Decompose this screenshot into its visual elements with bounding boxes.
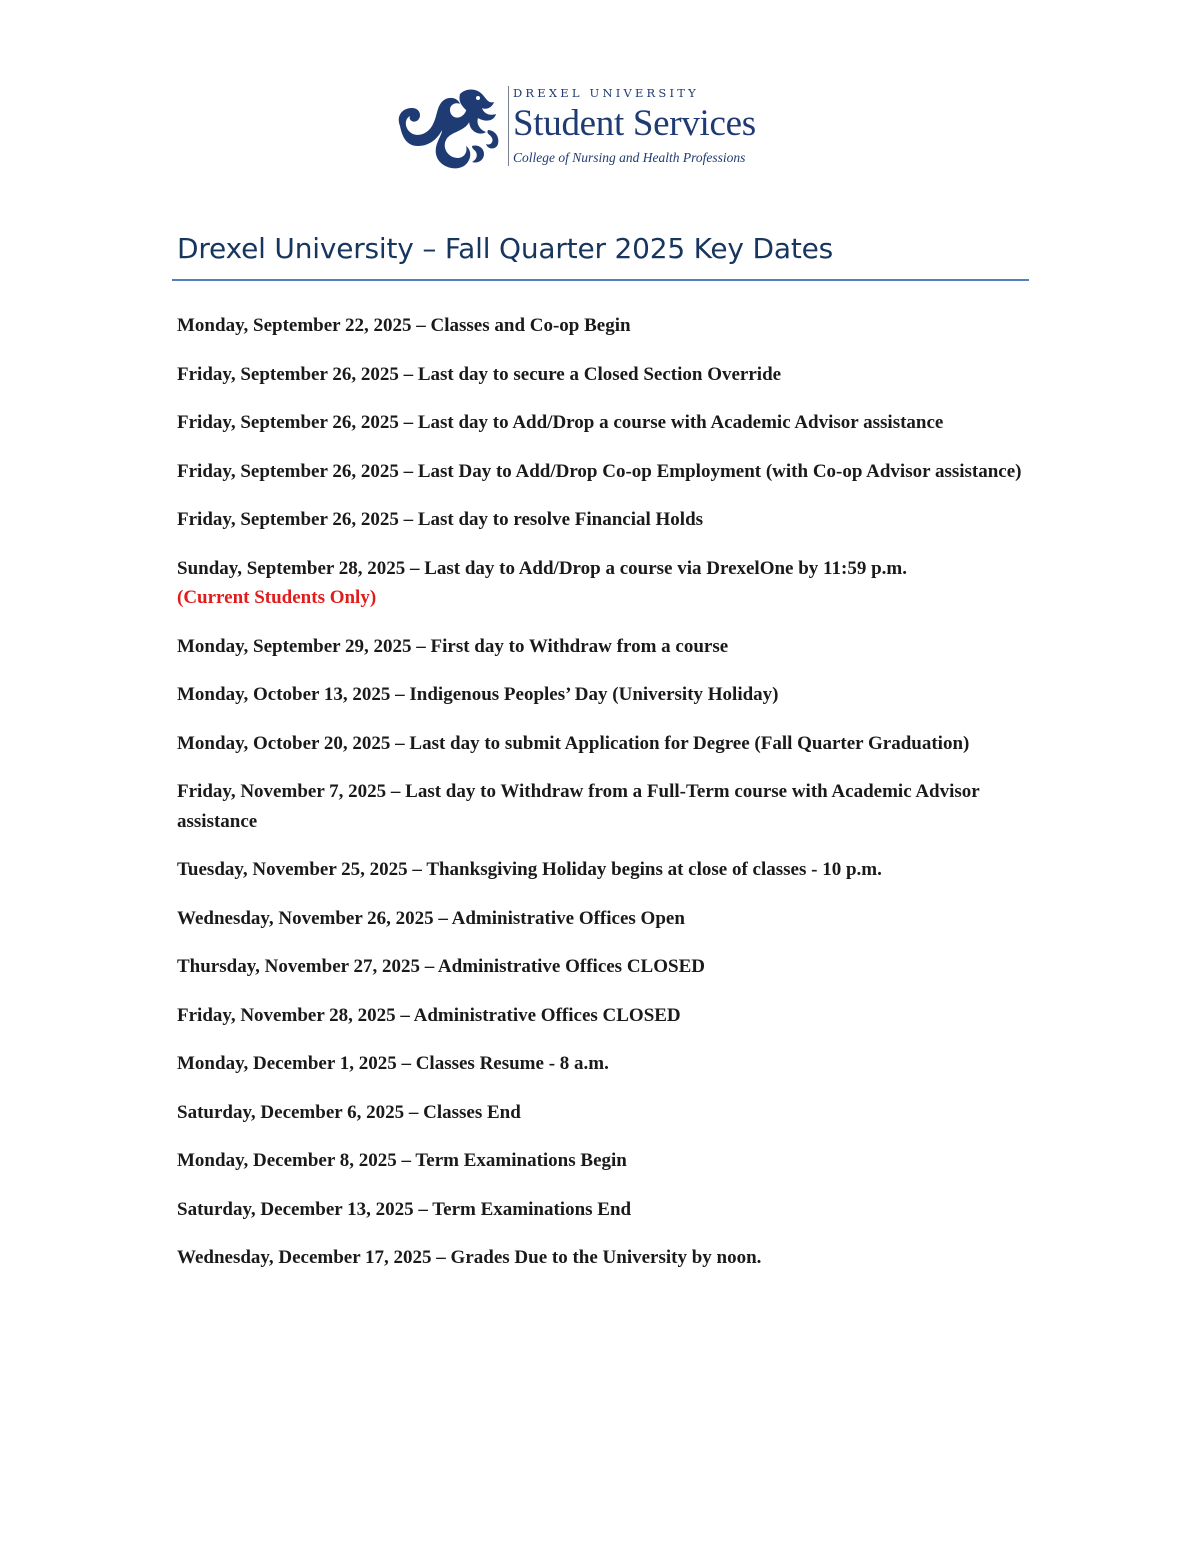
- key-date-text: Monday, October 13, 2025 – Indigenous Peoples’ Day (University Holiday): [177, 684, 779, 705]
- key-date-entry: [177, 777, 1027, 836]
- key-date-text: Sunday, September 28, 2025 – Last day to Add/Drop a course via DrexelOne by 11:59 p.m.: [177, 557, 907, 579]
- key-date-text: Friday, November 28, 2025 – Administrative Offices CLOSED: [177, 1004, 681, 1026]
- logo-text: [513, 86, 813, 170]
- key-date-entry: [177, 505, 1027, 535]
- key-date-entry: [177, 1195, 1027, 1225]
- key-dates-list: [177, 311, 1027, 1292]
- logo-department: Student Services: [513, 103, 756, 144]
- key-date-text: Wednesday, December 17, 2025 – Grades Due to the University by noon.: [177, 1247, 762, 1268]
- key-date-text: Monday, December 8, 2025 – Term Examinations Begin: [177, 1150, 627, 1171]
- key-date-text: Wednesday, November 26, 2025 – Administrative Offices Open: [177, 907, 685, 929]
- logo-university: DREXEL UNIVERSITY: [513, 86, 699, 100]
- key-date-text: Friday, November 7, 2025 – Last day to Withdraw from a Full-Term course with Academic Advisor assistance: [177, 781, 980, 832]
- key-date-entry: [177, 457, 1027, 487]
- key-date-text: Friday, September 26, 2025 – Last day to secure a Closed Section Override: [177, 363, 782, 385]
- key-date-text: Monday, September 22, 2025 – Classes and Co-op Begin: [177, 315, 631, 336]
- title-underline: [172, 279, 1029, 281]
- dragon-icon: [392, 86, 504, 170]
- logo-college: College of Nursing and Health Professions: [513, 150, 746, 165]
- key-date-entry: [177, 1001, 1027, 1031]
- key-date-text: Friday, September 26, 2025 – Last Day to Add/Drop Co-op Employment (with Co-op Advisor assistance): [177, 460, 1022, 482]
- key-date-entry: [177, 1098, 1027, 1128]
- key-date-text: Friday, September 26, 2025 – Last day to resolve Financial Holds: [177, 509, 704, 530]
- key-date-entry: [177, 952, 1027, 982]
- key-date-entry: [177, 632, 1027, 662]
- key-date-text: Monday, October 20, 2025 – Last day to submit Application for Degree (Fall Quarter Graduation): [177, 732, 970, 754]
- logo-divider: [508, 86, 509, 166]
- key-date-note: (Current Students Only): [177, 587, 377, 608]
- key-date-text: Monday, December 1, 2025 – Classes Resume - 8 a.m.: [177, 1053, 609, 1074]
- key-date-text: Saturday, December 13, 2025 – Term Examinations End: [177, 1198, 632, 1220]
- key-date-entry: [177, 904, 1027, 934]
- key-date-text: Monday, September 29, 2025 – First day to Withdraw from a course: [177, 635, 729, 657]
- key-date-entry: [177, 1243, 1027, 1273]
- page-title: Drexel University – Fall Quarter 2025 Key Dates: [177, 232, 834, 265]
- key-date-entry: [177, 680, 1027, 710]
- key-date-text: Friday, September 26, 2025 – Last day to Add/Drop a course with Academic Advisor assistance: [177, 412, 944, 433]
- key-date-text: Tuesday, November 25, 2025 – Thanksgiving Holiday begins at close of classes - 10 p.m.: [177, 859, 882, 880]
- key-date-text: Saturday, December 6, 2025 – Classes End: [177, 1101, 521, 1123]
- key-date-entry: [177, 554, 1027, 613]
- key-date-entry: [177, 855, 1027, 885]
- key-date-text: Thursday, November 27, 2025 – Administrative Offices CLOSED: [177, 956, 705, 977]
- key-date-entry: [177, 360, 1027, 390]
- key-date-entry: [177, 311, 1027, 341]
- key-date-entry: [177, 1049, 1027, 1079]
- key-date-entry: [177, 1146, 1027, 1176]
- key-date-entry: [177, 408, 1027, 438]
- key-date-entry: [177, 729, 1027, 759]
